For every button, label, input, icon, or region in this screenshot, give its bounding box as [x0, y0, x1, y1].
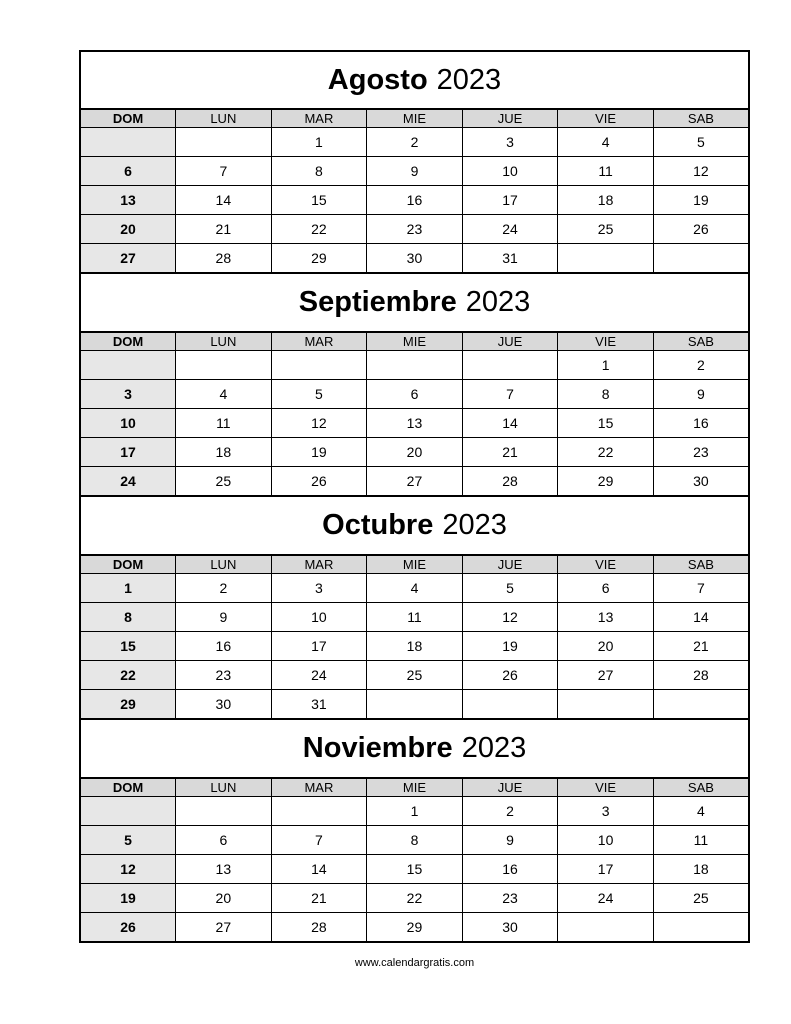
- week-row: [80, 467, 749, 496]
- week-row: [80, 661, 749, 690]
- day-cell: 27: [367, 467, 463, 496]
- day-cell: 20: [367, 438, 463, 467]
- day-cell: 3: [80, 380, 176, 409]
- day-cell: 11: [176, 409, 272, 438]
- day-cell: [80, 351, 176, 380]
- day-cell: 21: [271, 884, 367, 913]
- day-cell: 5: [271, 380, 367, 409]
- weekday-header: MIE: [367, 110, 463, 128]
- day-cell: 5: [80, 826, 176, 855]
- day-cell: 2: [367, 128, 463, 157]
- day-cell: [271, 797, 367, 826]
- day-cell: 19: [462, 632, 558, 661]
- month-grid: [79, 332, 750, 496]
- day-cell: 20: [176, 884, 272, 913]
- day-cell: 16: [367, 186, 463, 215]
- day-cell: 20: [558, 632, 654, 661]
- day-cell: 28: [271, 913, 367, 943]
- day-cell: 31: [271, 690, 367, 719]
- month-name: Noviembre: [302, 732, 453, 764]
- day-cell: 28: [176, 244, 272, 273]
- day-cell: 24: [462, 215, 558, 244]
- week-row: [80, 186, 749, 215]
- day-cell: 14: [176, 186, 272, 215]
- day-cell: 19: [653, 186, 749, 215]
- day-cell: 8: [367, 826, 463, 855]
- day-cell: 15: [367, 855, 463, 884]
- day-cell: 29: [271, 244, 367, 273]
- day-cell: 2: [653, 351, 749, 380]
- week-row: [80, 690, 749, 719]
- day-cell: 25: [653, 884, 749, 913]
- day-cell: 17: [271, 632, 367, 661]
- weekday-header: VIE: [558, 556, 654, 574]
- day-cell: 24: [271, 661, 367, 690]
- weekday-header-row: [80, 556, 749, 574]
- day-cell: 16: [653, 409, 749, 438]
- day-cell: 25: [367, 661, 463, 690]
- week-row: [80, 380, 749, 409]
- weekday-header: MIE: [367, 556, 463, 574]
- month-name: Septiembre: [298, 286, 457, 318]
- weekday-header: LUN: [176, 556, 272, 574]
- weekday-header: SAB: [653, 779, 749, 797]
- week-row: [80, 632, 749, 661]
- day-cell: 27: [176, 913, 272, 943]
- week-row: [80, 409, 749, 438]
- month-block-septiembre: [79, 273, 750, 496]
- weekday-header: VIE: [558, 779, 654, 797]
- day-cell: 3: [462, 128, 558, 157]
- weekday-header: MIE: [367, 779, 463, 797]
- day-cell: 26: [80, 913, 176, 943]
- day-cell: 4: [653, 797, 749, 826]
- day-cell: 21: [462, 438, 558, 467]
- day-cell: [653, 913, 749, 943]
- day-cell: 29: [558, 467, 654, 496]
- week-row: [80, 797, 749, 826]
- month-block-noviembre: [79, 719, 750, 943]
- weekday-header: DOM: [80, 779, 176, 797]
- month-grid: [79, 778, 750, 943]
- day-cell: 26: [271, 467, 367, 496]
- day-cell: 18: [367, 632, 463, 661]
- day-cell: 13: [558, 603, 654, 632]
- day-cell: 5: [462, 574, 558, 603]
- weekday-header: LUN: [176, 110, 272, 128]
- day-cell: 23: [367, 215, 463, 244]
- day-cell: 30: [367, 244, 463, 273]
- day-cell: 22: [367, 884, 463, 913]
- day-cell: 13: [367, 409, 463, 438]
- day-cell: 21: [176, 215, 272, 244]
- day-cell: [653, 244, 749, 273]
- weekday-header: JUE: [462, 110, 558, 128]
- day-cell: 1: [367, 797, 463, 826]
- day-cell: [176, 797, 272, 826]
- day-cell: 8: [558, 380, 654, 409]
- week-row: [80, 438, 749, 467]
- day-cell: 2: [176, 574, 272, 603]
- day-cell: 12: [80, 855, 176, 884]
- weekday-header: JUE: [462, 556, 558, 574]
- day-cell: 19: [80, 884, 176, 913]
- day-cell: 22: [271, 215, 367, 244]
- day-cell: 6: [558, 574, 654, 603]
- day-cell: 22: [558, 438, 654, 467]
- day-cell: 15: [80, 632, 176, 661]
- month-title: [79, 496, 750, 555]
- day-cell: 23: [653, 438, 749, 467]
- day-cell: [462, 690, 558, 719]
- month-year: 2023: [461, 732, 527, 764]
- weekday-header: SAB: [653, 333, 749, 351]
- day-cell: [80, 128, 176, 157]
- week-row: [80, 855, 749, 884]
- day-cell: 23: [176, 661, 272, 690]
- day-cell: 10: [462, 157, 558, 186]
- day-cell: 9: [367, 157, 463, 186]
- day-cell: 13: [176, 855, 272, 884]
- week-row: [80, 215, 749, 244]
- day-cell: 27: [80, 244, 176, 273]
- day-cell: [367, 690, 463, 719]
- day-cell: [558, 244, 654, 273]
- calendar-sheet: [79, 50, 750, 943]
- day-cell: 14: [653, 603, 749, 632]
- week-row: [80, 913, 749, 943]
- day-cell: 11: [558, 157, 654, 186]
- day-cell: 30: [176, 690, 272, 719]
- day-cell: 4: [176, 380, 272, 409]
- weekday-header: VIE: [558, 110, 654, 128]
- week-row: [80, 603, 749, 632]
- day-cell: 9: [462, 826, 558, 855]
- weekday-header: SAB: [653, 110, 749, 128]
- week-row: [80, 128, 749, 157]
- weekday-header: MIE: [367, 333, 463, 351]
- day-cell: 7: [271, 826, 367, 855]
- day-cell: 11: [367, 603, 463, 632]
- week-row: [80, 351, 749, 380]
- month-title: [79, 50, 750, 109]
- day-cell: 1: [558, 351, 654, 380]
- day-cell: 29: [80, 690, 176, 719]
- day-cell: 11: [653, 826, 749, 855]
- day-cell: 30: [462, 913, 558, 943]
- month-grid: [79, 555, 750, 719]
- day-cell: 10: [558, 826, 654, 855]
- day-cell: 22: [80, 661, 176, 690]
- day-cell: 10: [80, 409, 176, 438]
- day-cell: 8: [80, 603, 176, 632]
- month-name: Agosto: [327, 63, 428, 96]
- month-title: [79, 719, 750, 778]
- day-cell: 6: [176, 826, 272, 855]
- day-cell: 18: [176, 438, 272, 467]
- day-cell: 9: [653, 380, 749, 409]
- day-cell: 15: [271, 186, 367, 215]
- day-cell: 7: [462, 380, 558, 409]
- week-row: [80, 244, 749, 273]
- day-cell: 18: [558, 186, 654, 215]
- day-cell: 24: [558, 884, 654, 913]
- day-cell: 12: [271, 409, 367, 438]
- day-cell: 27: [558, 661, 654, 690]
- day-cell: 7: [176, 157, 272, 186]
- day-cell: 26: [462, 661, 558, 690]
- day-cell: 3: [271, 574, 367, 603]
- day-cell: 1: [80, 574, 176, 603]
- day-cell: 5: [653, 128, 749, 157]
- weekday-header: SAB: [653, 556, 749, 574]
- day-cell: 2: [462, 797, 558, 826]
- day-cell: [271, 351, 367, 380]
- week-row: [80, 574, 749, 603]
- footer-url: www.calendargratis.com: [354, 957, 475, 969]
- day-cell: 19: [271, 438, 367, 467]
- day-cell: 6: [367, 380, 463, 409]
- weekday-header: DOM: [80, 556, 176, 574]
- month-block-octubre: [79, 496, 750, 719]
- month-block-agosto: [79, 50, 750, 273]
- month-year: 2023: [442, 509, 507, 541]
- day-cell: 14: [462, 409, 558, 438]
- day-cell: 30: [653, 467, 749, 496]
- week-row: [80, 884, 749, 913]
- day-cell: 1: [271, 128, 367, 157]
- day-cell: [558, 690, 654, 719]
- weekday-header: DOM: [80, 110, 176, 128]
- weekday-header-row: [80, 110, 749, 128]
- day-cell: 3: [558, 797, 654, 826]
- day-cell: 17: [462, 186, 558, 215]
- day-cell: [176, 351, 272, 380]
- day-cell: 4: [367, 574, 463, 603]
- day-cell: 31: [462, 244, 558, 273]
- day-cell: 12: [653, 157, 749, 186]
- month-year: 2023: [465, 286, 531, 318]
- day-cell: 17: [558, 855, 654, 884]
- day-cell: 24: [80, 467, 176, 496]
- weekday-header: LUN: [176, 333, 272, 351]
- day-cell: 29: [367, 913, 463, 943]
- day-cell: 10: [271, 603, 367, 632]
- weekday-header: MAR: [271, 333, 367, 351]
- month-name: Octubre: [322, 509, 434, 541]
- day-cell: [80, 797, 176, 826]
- day-cell: [367, 351, 463, 380]
- day-cell: [558, 913, 654, 943]
- week-row: [80, 826, 749, 855]
- day-cell: 26: [653, 215, 749, 244]
- day-cell: 8: [271, 157, 367, 186]
- weekday-header: JUE: [462, 779, 558, 797]
- day-cell: 28: [462, 467, 558, 496]
- day-cell: 20: [80, 215, 176, 244]
- month-grid: [79, 109, 750, 273]
- week-row: [80, 157, 749, 186]
- weekday-header-row: [80, 779, 749, 797]
- day-cell: 7: [653, 574, 749, 603]
- day-cell: [462, 351, 558, 380]
- day-cell: 16: [176, 632, 272, 661]
- day-cell: 9: [176, 603, 272, 632]
- day-cell: 18: [653, 855, 749, 884]
- day-cell: 25: [558, 215, 654, 244]
- day-cell: 23: [462, 884, 558, 913]
- day-cell: 12: [462, 603, 558, 632]
- day-cell: 13: [80, 186, 176, 215]
- weekday-header-row: [80, 333, 749, 351]
- day-cell: 15: [558, 409, 654, 438]
- day-cell: 14: [271, 855, 367, 884]
- day-cell: 4: [558, 128, 654, 157]
- weekday-header: MAR: [271, 110, 367, 128]
- weekday-header: VIE: [558, 333, 654, 351]
- weekday-header: JUE: [462, 333, 558, 351]
- day-cell: 28: [653, 661, 749, 690]
- day-cell: 21: [653, 632, 749, 661]
- day-cell: 25: [176, 467, 272, 496]
- weekday-header: MAR: [271, 556, 367, 574]
- weekday-header: MAR: [271, 779, 367, 797]
- day-cell: [176, 128, 272, 157]
- day-cell: 6: [80, 157, 176, 186]
- weekday-header: DOM: [80, 333, 176, 351]
- month-title: [79, 273, 750, 332]
- day-cell: 16: [462, 855, 558, 884]
- day-cell: [653, 690, 749, 719]
- weekday-header: LUN: [176, 779, 272, 797]
- month-year: 2023: [436, 63, 502, 96]
- day-cell: 17: [80, 438, 176, 467]
